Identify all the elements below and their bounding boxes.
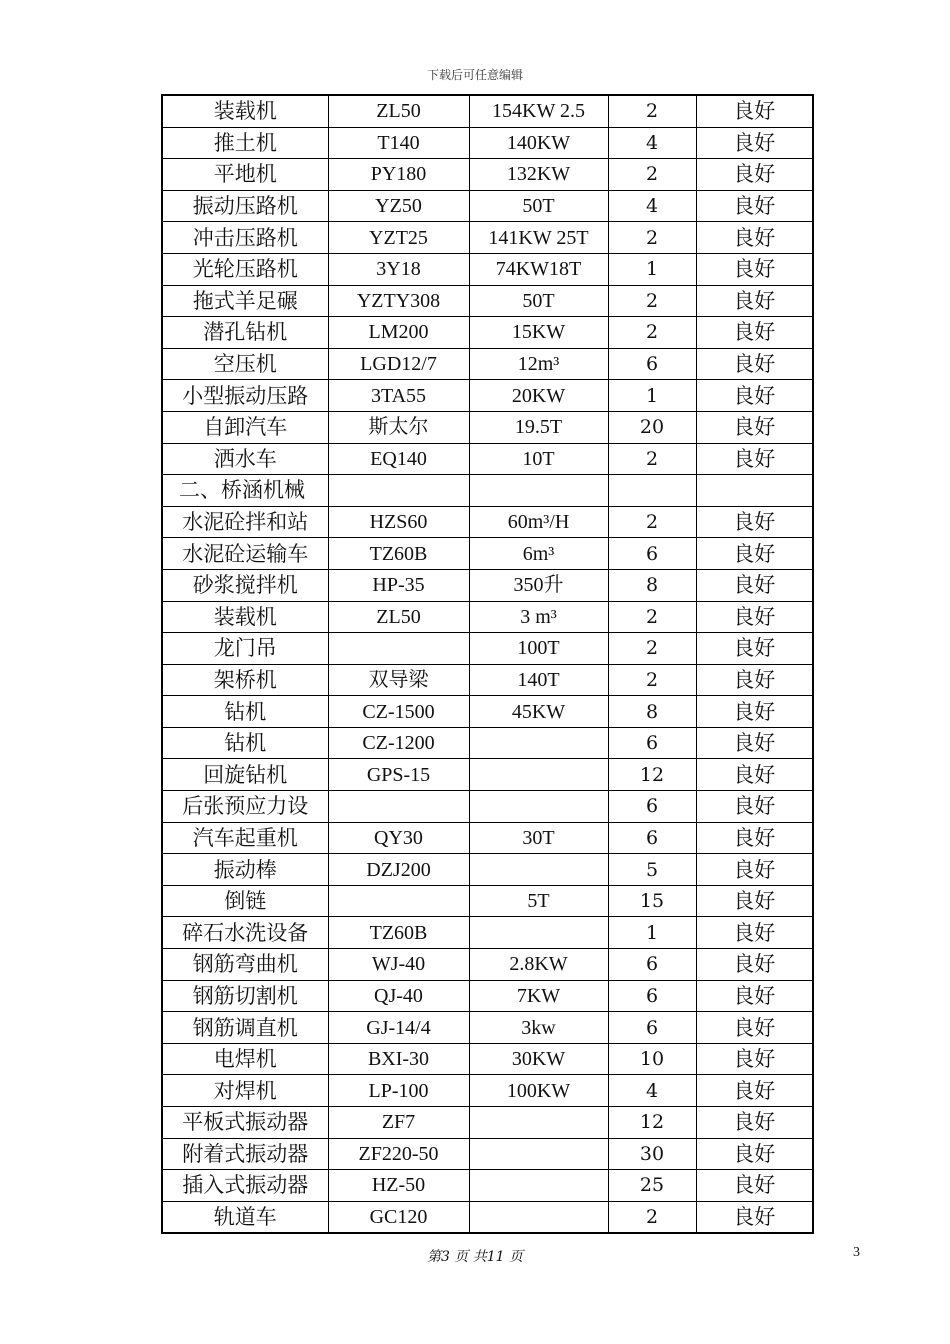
equipment-spec-cell: 2.8KW [469,949,608,981]
equipment-quantity-cell: 2 [608,317,696,349]
equipment-name-cell: 空压机 [162,348,328,380]
table-row [162,443,813,475]
equipment-quantity-cell: 2 [608,159,696,191]
equipment-status-cell: 良好 [696,443,813,475]
equipment-quantity-cell: 4 [608,1075,696,1107]
table-row [162,759,813,791]
equipment-status-cell: 良好 [696,285,813,317]
equipment-quantity-cell: 6 [608,980,696,1012]
equipment-spec-cell: 132KW [469,159,608,191]
header-note: 下载后可任意编辑 [426,68,523,82]
equipment-spec-cell: 74KW18T [469,253,608,285]
equipment-status-cell: 良好 [696,506,813,538]
equipment-quantity-cell: 6 [608,949,696,981]
equipment-name-cell: 振动棒 [162,854,328,886]
equipment-quantity-cell: 2 [608,506,696,538]
table-row [162,980,813,1012]
equipment-quantity-cell: 2 [608,1201,696,1233]
equipment-quantity-cell: 1 [608,917,696,949]
equipment-name-cell: 倒链 [162,885,328,917]
equipment-name-cell: 冲击压路机 [162,222,328,254]
corner-page-number: 3 [853,1245,860,1260]
equipment-quantity-cell: 10 [608,1043,696,1075]
table-row [162,317,813,349]
equipment-name-cell: 拖式羊足碾 [162,285,328,317]
equipment-name-cell: 钢筋调直机 [162,1012,328,1044]
equipment-quantity-cell: 30 [608,1138,696,1170]
equipment-spec-cell [469,1170,608,1202]
equipment-spec-cell [469,854,608,886]
equipment-quantity-cell: 2 [608,285,696,317]
equipment-name-cell: 振动压路机 [162,190,328,222]
equipment-quantity-cell: 2 [608,664,696,696]
equipment-model-cell: ZL50 [328,95,469,127]
equipment-spec-cell [469,1107,608,1139]
equipment-name-cell: 附着式振动器 [162,1138,328,1170]
equipment-quantity-cell: 6 [608,822,696,854]
equipment-model-cell: EQ140 [328,443,469,475]
equipment-model-cell: QJ-40 [328,980,469,1012]
equipment-model-cell: PY180 [328,159,469,191]
equipment-model-cell: 3TA55 [328,380,469,412]
equipment-spec-cell [469,791,608,823]
equipment-name-cell: 架桥机 [162,664,328,696]
table-row [162,1201,813,1233]
equipment-spec-cell: 20KW [469,380,608,412]
equipment-status-cell: 良好 [696,348,813,380]
equipment-spec-cell [469,1201,608,1233]
equipment-spec-cell [469,917,608,949]
equipment-model-cell: LP-100 [328,1075,469,1107]
table-row [162,222,813,254]
equipment-table-body [162,95,813,1233]
equipment-status-cell: 良好 [696,253,813,285]
equipment-model-cell [328,633,469,665]
equipment-status-cell: 良好 [696,854,813,886]
equipment-name-cell: 龙门吊 [162,633,328,665]
equipment-status-cell: 良好 [696,1138,813,1170]
table-row [162,822,813,854]
equipment-name-cell: 钻机 [162,696,328,728]
equipment-spec-cell: 30T [469,822,608,854]
table-row [162,95,813,127]
equipment-model-cell: GPS-15 [328,759,469,791]
equipment-name-cell: 光轮压路机 [162,253,328,285]
table-row [162,885,813,917]
equipment-status-cell: 良好 [696,759,813,791]
equipment-name-cell: 砂浆搅拌机 [162,569,328,601]
equipment-status-cell: 良好 [696,1201,813,1233]
equipment-status-cell: 良好 [696,317,813,349]
equipment-status-cell: 良好 [696,791,813,823]
equipment-status-cell: 良好 [696,980,813,1012]
equipment-model-cell: DZJ200 [328,854,469,886]
equipment-quantity-cell: 12 [608,759,696,791]
equipment-quantity-cell: 6 [608,538,696,570]
equipment-status-cell: 良好 [696,95,813,127]
equipment-name-cell: 水泥砼运输车 [162,538,328,570]
equipment-model-cell: WJ-40 [328,949,469,981]
equipment-quantity-cell: 2 [608,95,696,127]
equipment-spec-cell: 15KW [469,317,608,349]
equipment-quantity-cell: 8 [608,696,696,728]
equipment-model-cell: LM200 [328,317,469,349]
equipment-model-cell [328,475,469,507]
equipment-status-cell: 良好 [696,727,813,759]
equipment-spec-cell [469,1138,608,1170]
table-row [162,159,813,191]
equipment-spec-cell: 7KW [469,980,608,1012]
equipment-model-cell: 3Y18 [328,253,469,285]
table-row [162,190,813,222]
equipment-spec-cell: 154KW 2.5 [469,95,608,127]
equipment-quantity-cell: 1 [608,380,696,412]
equipment-model-cell: 斯太尔 [328,411,469,443]
equipment-model-cell: T140 [328,127,469,159]
equipment-name-cell: 潜孔钻机 [162,317,328,349]
table-row [162,696,813,728]
equipment-spec-cell: 141KW 25T [469,222,608,254]
equipment-spec-cell: 140KW [469,127,608,159]
equipment-name-cell: 对焊机 [162,1075,328,1107]
equipment-name-cell: 碎石水洗设备 [162,917,328,949]
equipment-status-cell: 良好 [696,411,813,443]
table-row [162,1138,813,1170]
equipment-model-cell: CZ-1200 [328,727,469,759]
table-row [162,664,813,696]
equipment-status-cell: 良好 [696,917,813,949]
equipment-model-cell: ZF220-50 [328,1138,469,1170]
equipment-status-cell: 良好 [696,538,813,570]
equipment-quantity-cell: 6 [608,727,696,759]
table-row [162,569,813,601]
equipment-status-cell: 良好 [696,380,813,412]
table-row [162,791,813,823]
equipment-name-cell: 装载机 [162,601,328,633]
table-row [162,1043,813,1075]
equipment-quantity-cell: 2 [608,443,696,475]
equipment-quantity-cell: 6 [608,1012,696,1044]
equipment-status-cell: 良好 [696,569,813,601]
equipment-quantity-cell: 2 [608,601,696,633]
equipment-model-cell: TZ60B [328,917,469,949]
equipment-table [161,94,814,1234]
equipment-name-cell: 轨道车 [162,1201,328,1233]
equipment-spec-cell: 12m³ [469,348,608,380]
equipment-spec-cell: 6m³ [469,538,608,570]
equipment-spec-cell: 100T [469,633,608,665]
equipment-status-cell: 良好 [696,601,813,633]
table-row [162,1012,813,1044]
table-row [162,633,813,665]
table-row [162,854,813,886]
equipment-model-cell: YZTY308 [328,285,469,317]
equipment-status-cell: 良好 [696,1107,813,1139]
equipment-name-cell: 平板式振动器 [162,1107,328,1139]
equipment-quantity-cell: 15 [608,885,696,917]
equipment-status-cell: 良好 [696,1075,813,1107]
equipment-status-cell: 良好 [696,1043,813,1075]
equipment-model-cell: YZT25 [328,222,469,254]
equipment-name-cell: 钻机 [162,727,328,759]
equipment-status-cell: 良好 [696,222,813,254]
table-row [162,727,813,759]
equipment-name-cell: 小型振动压路 [162,380,328,412]
equipment-status-cell: 良好 [696,1170,813,1202]
equipment-status-cell [696,475,813,507]
table-row [162,506,813,538]
equipment-model-cell: QY30 [328,822,469,854]
equipment-name-cell: 装载机 [162,95,328,127]
equipment-quantity-cell: 2 [608,633,696,665]
equipment-name-cell: 自卸汽车 [162,411,328,443]
equipment-spec-cell [469,727,608,759]
equipment-spec-cell: 5T [469,885,608,917]
equipment-status-cell: 良好 [696,885,813,917]
table-row [162,348,813,380]
equipment-status-cell: 良好 [696,822,813,854]
equipment-status-cell: 良好 [696,190,813,222]
equipment-spec-cell: 140T [469,664,608,696]
table-row [162,1075,813,1107]
table-row [162,949,813,981]
equipment-status-cell: 良好 [696,949,813,981]
equipment-spec-cell: 30KW [469,1043,608,1075]
equipment-model-cell: TZ60B [328,538,469,570]
equipment-name-cell: 后张预应力设 [162,791,328,823]
equipment-quantity-cell: 2 [608,222,696,254]
table-row [162,253,813,285]
section-title-cell: 二、桥涵机械 [162,475,328,507]
table-row [162,380,813,412]
equipment-status-cell: 良好 [696,633,813,665]
equipment-spec-cell: 19.5T [469,411,608,443]
equipment-spec-cell: 10T [469,443,608,475]
equipment-model-cell: ZF7 [328,1107,469,1139]
equipment-status-cell: 良好 [696,159,813,191]
equipment-spec-cell: 50T [469,190,608,222]
equipment-model-cell: LGD12/7 [328,348,469,380]
equipment-quantity-cell: 4 [608,127,696,159]
equipment-spec-cell: 50T [469,285,608,317]
table-row [162,1170,813,1202]
equipment-model-cell: GC120 [328,1201,469,1233]
equipment-spec-cell: 350升 [469,569,608,601]
equipment-name-cell: 汽车起重机 [162,822,328,854]
footer-page-indicator: 第3 页 共11 页 [426,1249,524,1265]
equipment-quantity-cell: 4 [608,190,696,222]
equipment-status-cell: 良好 [696,696,813,728]
table-row [162,127,813,159]
equipment-spec-cell: 3 m³ [469,601,608,633]
equipment-status-cell: 良好 [696,127,813,159]
equipment-name-cell: 电焊机 [162,1043,328,1075]
equipment-name-cell: 洒水车 [162,443,328,475]
equipment-spec-cell [469,475,608,507]
equipment-quantity-cell: 6 [608,348,696,380]
table-row [162,285,813,317]
equipment-name-cell: 水泥砼拌和站 [162,506,328,538]
equipment-spec-cell: 3kw [469,1012,608,1044]
equipment-name-cell: 插入式振动器 [162,1170,328,1202]
equipment-name-cell: 推土机 [162,127,328,159]
equipment-model-cell [328,885,469,917]
equipment-quantity-cell: 6 [608,791,696,823]
equipment-name-cell: 钢筋弯曲机 [162,949,328,981]
equipment-model-cell: GJ-14/4 [328,1012,469,1044]
equipment-quantity-cell [608,475,696,507]
equipment-quantity-cell: 25 [608,1170,696,1202]
table-row [162,411,813,443]
equipment-name-cell: 平地机 [162,159,328,191]
equipment-model-cell: BXI-30 [328,1043,469,1075]
equipment-model-cell: 双导梁 [328,664,469,696]
equipment-spec-cell: 100KW [469,1075,608,1107]
equipment-quantity-cell: 5 [608,854,696,886]
table-row [162,1107,813,1139]
equipment-status-cell: 良好 [696,664,813,696]
equipment-spec-cell [469,759,608,791]
equipment-quantity-cell: 20 [608,411,696,443]
equipment-model-cell: HZS60 [328,506,469,538]
equipment-status-cell: 良好 [696,1012,813,1044]
equipment-model-cell: YZ50 [328,190,469,222]
equipment-spec-cell: 45KW [469,696,608,728]
equipment-quantity-cell: 1 [608,253,696,285]
section-header-row [162,475,813,507]
equipment-model-cell: HP-35 [328,569,469,601]
table-row [162,538,813,570]
equipment-name-cell: 钢筋切割机 [162,980,328,1012]
equipment-spec-cell: 60m³/H [469,506,608,538]
equipment-name-cell: 回旋钻机 [162,759,328,791]
equipment-model-cell [328,791,469,823]
equipment-model-cell: ZL50 [328,601,469,633]
table-row [162,601,813,633]
equipment-model-cell: CZ-1500 [328,696,469,728]
equipment-quantity-cell: 8 [608,569,696,601]
table-row [162,917,813,949]
equipment-model-cell: HZ-50 [328,1170,469,1202]
equipment-quantity-cell: 12 [608,1107,696,1139]
